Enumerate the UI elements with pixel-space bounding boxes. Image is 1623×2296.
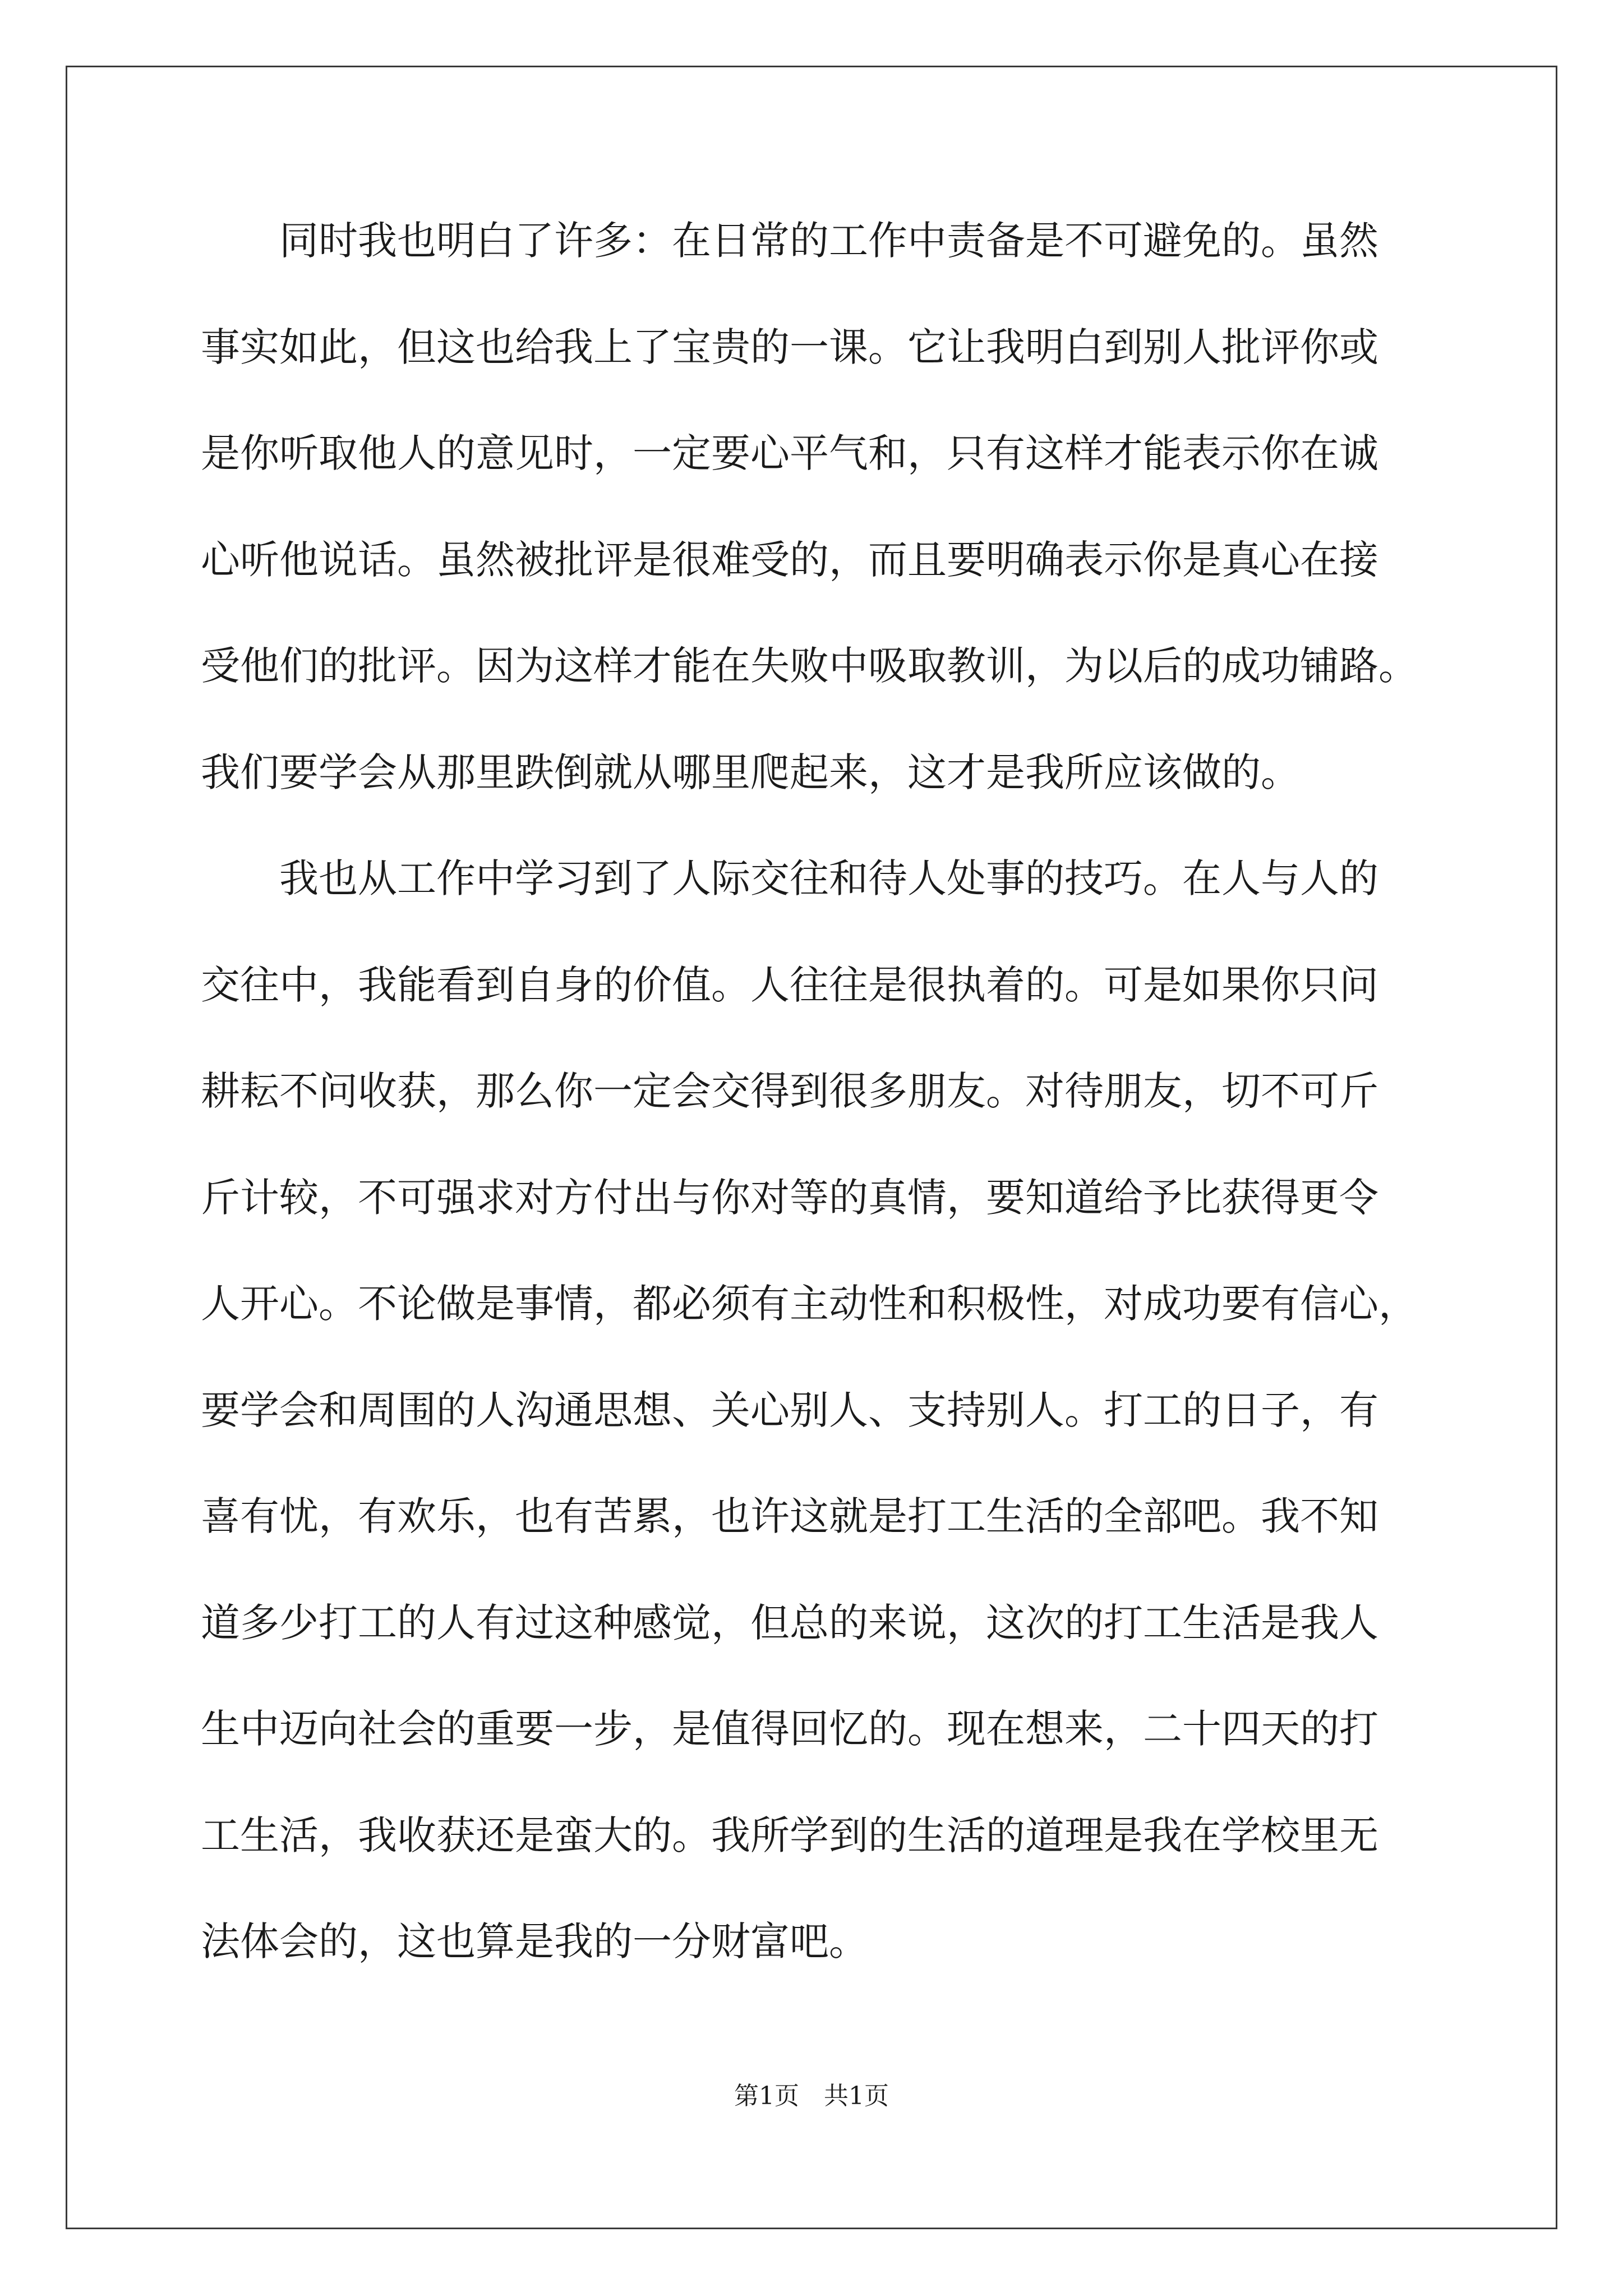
text-line: 同时我也明白了许多：在日常的工作中责备是不可避免的。虽然 [201,218,1378,264]
text-line: 法体会的，这也算是我的一分财富吧。 [201,1918,868,1964]
text-line: 人开心。不论做是事情，都必须有主动性和积极性，对成功要有信心， [201,1281,1418,1327]
text-line: 心听他说话。虽然被批评是很难受的，而且要明确表示你是真心在接 [201,536,1378,583]
text-line: 道多少打工的人有过这种感觉，但总的来说，这次的打工生活是我人 [201,1599,1378,1646]
text-line: 事实如此，但这也给我上了宝贵的一课。它让我明白到别人批评你或 [201,324,1378,370]
text-line: 要学会和周围的人沟通思想、关心别人、支持别人。打工的日子，有 [201,1387,1378,1433]
text-line: 是你听取他人的意见时，一定要心平气和，只有这样才能表示你在诚 [201,430,1378,476]
document-body [201,209,1422,2016]
text-line: 受他们的批评。因为这样才能在失败中吸取教训，为以后的成功铺路。 [201,643,1418,689]
text-line: 耕耘不问收获，那么你一定会交得到很多朋友。对待朋友，切不可斤 [201,1068,1378,1114]
text-line: 工生活，我收获还是蛮大的。我所学到的生活的道理是我在学校里无 [201,1812,1378,1858]
text-line: 我也从工作中学习到了人际交往和待人处事的技巧。在人与人的 [201,855,1378,901]
text-line: 喜有忧，有欢乐，也有苦累，也许这就是打工生活的全部吧。我不知 [201,1493,1378,1539]
text-line: 交往中，我能看到自身的价值。人往往是很执着的。可是如果你只问 [201,961,1378,1008]
text-line: 生中迈向社会的重要一步，是值得回忆的。现在想来，二十四天的打 [201,1706,1378,1752]
text-line: 我们要学会从那里跌倒就从哪里爬起来，这才是我所应该做的。 [201,749,1300,795]
page-number: 第1页 共1页 [734,2082,889,2110]
text-line: 斤计较，不可强求对方付出与你对等的真情，要知道给予比获得更令 [201,1174,1378,1221]
